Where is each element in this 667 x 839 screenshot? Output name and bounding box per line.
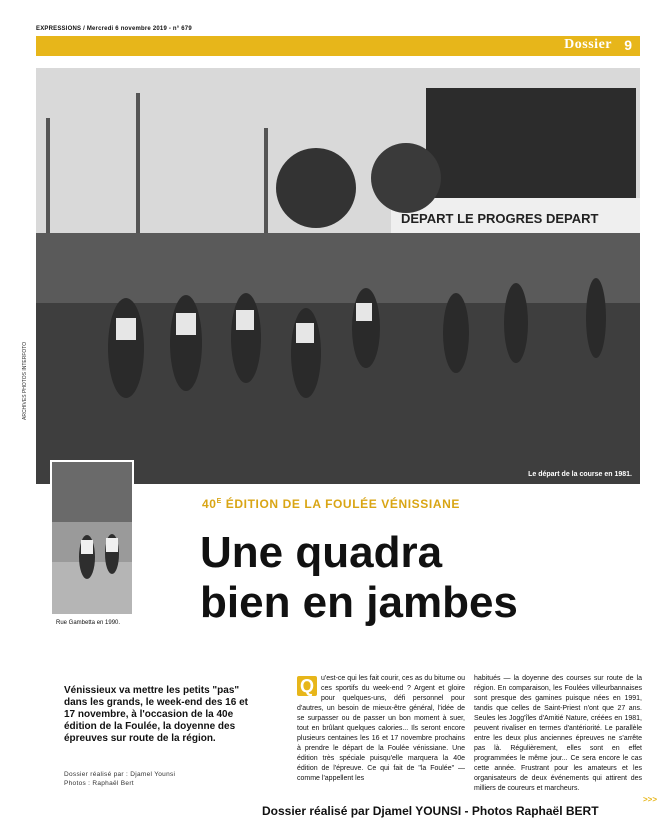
race-start-illustration bbox=[36, 68, 640, 484]
header-meta: EXPRESSIONS / Mercredi 6 novembre 2019 - n° 679 bbox=[36, 26, 192, 32]
section-label: Dossier bbox=[564, 37, 612, 52]
column-1-text: u'est-ce qui les fait courir, ces as du bitume ou ces sportifs du week-end ? Argent et gloire pour quelques-uns, défi personnel pour d'autres, un besoin de mieux-être général, l'idée de se surpasser ou de passer un bon moment à suer, tout en brûlant quelques calories... Ils seront encore plusieurs centaines les 16 et 17 novembre prochains à prendre le départ de la Foulée vénissiane. Une édition très spéciale puisqu'elle marquera la 40e édition de l'épreuve. Ce qui fait de "la Foulée" — comme l'appellent les bbox=[297, 675, 465, 782]
page-number: 9 bbox=[624, 37, 632, 53]
continue-arrows: >>> bbox=[642, 795, 657, 804]
inset-photo bbox=[50, 460, 134, 630]
article-kicker: $40^E$ ÉDITION DE LA FOULÉE VÉNISSIANE bbox=[202, 497, 460, 511]
inset-photo-image bbox=[52, 462, 132, 614]
dropcap: Q bbox=[297, 676, 317, 696]
credits-photos: Photos : Raphaël Bert bbox=[64, 780, 134, 787]
article-column-2: habitués — la doyenne des courses sur route de la région. En comparaison, les Foulées villeurbannaises sont presque des gamines puisque nées en 1991, tandis que celles de Saint-Priest n'ont que 27 ans. Seules les Jogg'îles d'Amitié Nature, créées en 1981, peuvent rivaliser en termes d'antériorité. Le parallèle entre les deux plus anciennes épreuves ne s'arrête pas là. Régulièrement, elles sont en effet programmées le même jour... Ce sera encore le cas cette année. Frustrant pour les amateurs et les organisateurs de deux événements qui attirent des milliers de coureurs et marcheurs. bbox=[474, 675, 642, 792]
headline-line-1: Une quadra bbox=[200, 528, 443, 577]
main-photo-caption: Le départ de la course en 1981. bbox=[528, 471, 632, 478]
credits bbox=[64, 770, 175, 788]
inset-photo-caption: Rue Gambetta en 1990. bbox=[56, 620, 121, 626]
banner-text: DEPART LE PROGRES DEPART bbox=[401, 211, 599, 226]
footer-credit: Dossier réalisé par Djamel YOUNSI - Photos Raphaël BERT bbox=[262, 804, 599, 818]
photo-credit: ARCHIVES PHOTOS INTERFOTO bbox=[22, 341, 28, 420]
credits-author: Dossier réalisé par : Djamel Younsi bbox=[64, 771, 176, 778]
intro-text: Vénissieux va mettre les petits "pas" dans les grands, le week-end des 16 et 17 novembre, à l'occasion de la 40e édition de la Foulée, la doyenne des épreuves sur route de la région. bbox=[64, 685, 248, 744]
headline-line-2: bien en jambes bbox=[200, 578, 518, 627]
article-column-1 bbox=[297, 674, 465, 784]
header-bar bbox=[36, 36, 640, 56]
headline bbox=[200, 528, 518, 628]
main-photo bbox=[36, 68, 640, 484]
